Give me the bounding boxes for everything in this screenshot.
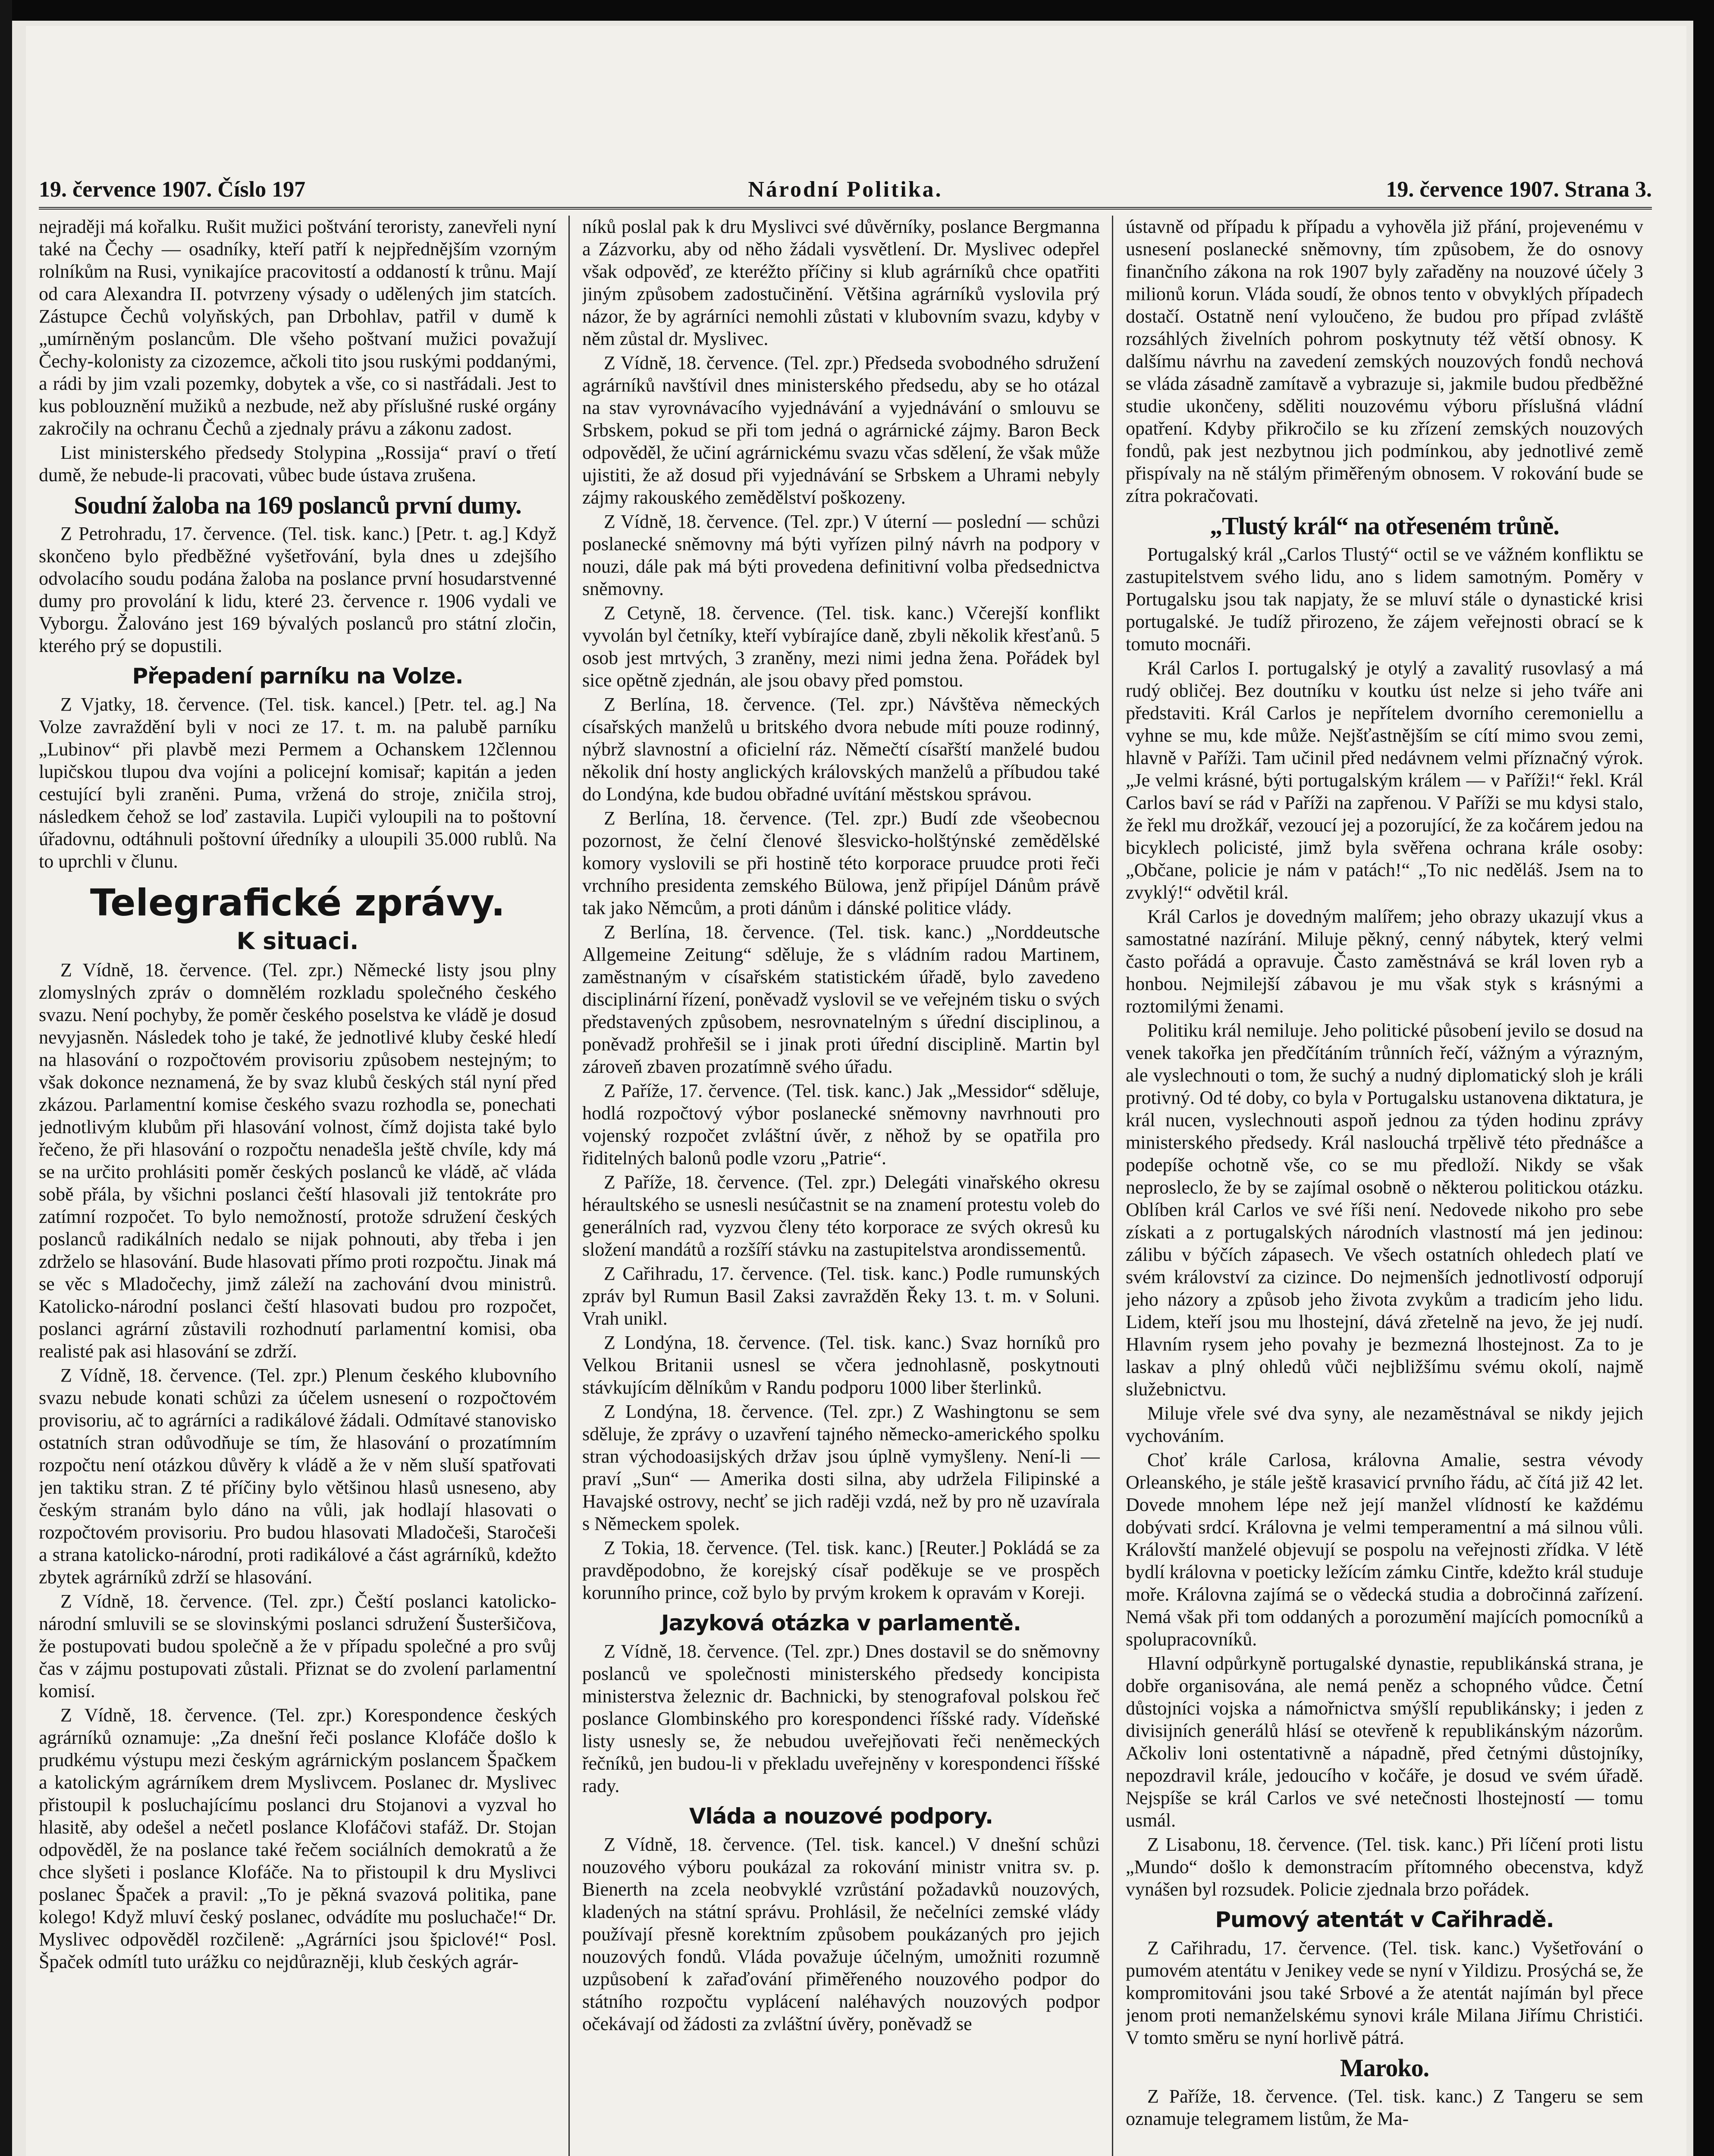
column-1	[39, 216, 556, 2156]
article-paragraph: Z Vídně, 18. července. (Tel. zpr.) Dnes dostavil se do sněmovny poslanců ve společnosti ministerského předsedy koncipista ministerstva železnic dr. Bachnicki, by stenografoval polskou řeč poslance Glombinského pro korespondenci říšské rady. Vídeňské listy usnesly se, že nebudou uveřejňovati řeči neněmeckých řečníků, jen budou-li v překladu uveřejněny v korespondenci říšské rady.	[582, 1641, 1100, 1796]
article-paragraph: Choť krále Carlosa, královna Amalie, sestra vévody Orleanského, je stále ještě krasavicí prvního řádu, ač čítá již 42 let. Dovede mnohem lépe než její manžel vlídností ke každému dobývati srdcí. Královna je velmi temperamentní a má silnou vůli. Královští manželé objevují se pospolu na veřejnosti zřídka. V létě bydlí královna v poeticky ležícím zámku Cintře, kdežto král studuje moře. Královna zajímá se o vědecká studia a dobročinná zařízení. Nemá však při tom oddaných a porozumění majících pomocníků a spolupracovníků.	[1126, 1449, 1643, 1650]
article-paragraph: Z Paříže, 17. července. (Tel. tisk. kanc.) Jak „Messidor“ sděluje, hodlá rozpočtový výbor poslanecké sněmovny navrhnouti pro vojenský rozpočet zvláštní úvěr, z něhož by se opatřila pro řiditelných balonů podle vzoru „Patrie“.	[582, 1080, 1100, 1169]
article-paragraph: Z Vídně, 18. července. (Tel. zpr.) Předseda svobodného sdružení agrárníků navštívil dnes ministerského předsedu, aby se ho otázal na stav vyrovnávacího vyjednávání a vyjednávání o smlouvu se Srbskem, pokud se při tom jedná o agrárnické zájmy. Baron Beck odpověděl, že učiní agrárnickému svazu včas sdělení, že však může ujistiti, že až dosud při vyjednávání se Srbskem a Uhrami nebyly zájmy rakouského zemědělství poškozeny.	[582, 352, 1100, 508]
article-paragraph: Z Lisabonu, 18. července. (Tel. tisk. kanc.) Při líčení proti listu „Mundo“ došlo k demonstracím přítomného obecenstva, když vynášen byl rozsudek. Policie zjednala brzo pořádek.	[1126, 1834, 1643, 1900]
article-paragraph: Z Berlína, 18. července. (Tel. zpr.) Budí zde všeobecnou pozornost, že čelní členové šlesvicko-holštýnské zemědělské komory vyslovili se při hostině této korporace pruudce proti řeči vrchního presidenta zemského Bülowa, jenž připíjel Dánům právě tak jako Němcům, a proti dánům i dánské politice vlády.	[582, 808, 1100, 918]
article-paragraph: List ministerského předsedy Stolypina „Rossija“ praví o třetí dumě, že nebude-li pracovati, vůbec bude ústava zrušena.	[39, 442, 556, 486]
column-3	[1126, 216, 1643, 2156]
headline-maroko: Maroko.	[1340, 2054, 1429, 2082]
scan-left-border	[0, 0, 12, 2156]
article-paragraph: Hlavní odpůrkyně portugalské dynastie, republikánská strana, je dobře organisována, ale nemá peněz a schopného vůdce. Četní důstojníci vojska a námořnictva smýšlí republikánsky; i jeden z divisijních generálů hlásí se otevřeně k republikánským názorům. Ačkoliv loni ostentativně a nápadně, před četnými důstojníky, nepozdravil krále, jedoucího v kočáře, je dosud ve svém úřadě. Nejspíše se král Carlos ve své netečnosti lhostejností — tomu usmál.	[1126, 1653, 1643, 1831]
headline-situaci: K situaci.	[236, 928, 359, 955]
article-paragraph: Z Cařihradu, 17. července. (Tel. tisk. kanc.) Podle rumunských zpráv byl Rumun Basil Zaksi zavražděn Řeky 13. t. m. v Soluni. Vrah unikl.	[582, 1263, 1100, 1329]
article-paragraph: Miluje vřele své dva syny, ale nezaměstnával se nikdy jejich vychováním.	[1126, 1403, 1643, 1446]
article-paragraph: Z Berlína, 18. července. (Tel. tisk. kanc.) „Norddeutsche Allgemeine Zeitung“ sděluje, že s vládním radou Martinem, zaměstnaným v císařském statistickém úřadě, bylo zavedeno disciplinární řízení, poněvadž vyslovil se ve veřejném tisku o svých představených způsobem, nesrovnatelným s úřední disciplinou, a poněvadž prohřešil se i jinak proti úřední disciplině. Martin byl zároveň zbaven prozatímně svého úřadu.	[582, 921, 1100, 1077]
headline-zaloba: Soudní žaloba na 169 poslanců první dumy.	[74, 491, 521, 519]
article-paragraph: Z Tokia, 18. července. (Tel. tisk. kanc.) [Reuter.] Pokládá se za pravděpodobno, že korejský císař poděkuje se ve prospěch korunního prince, což bylo by prvým krokem k opravám v Koreji.	[582, 1537, 1100, 1603]
article-paragraph: Král Carlos je dovedným malířem; jeho obrazy ukazují vkus a samostatné nazírání. Miluje pěkný, cenný nábytek, který velmi často pořádá a opravuje. Často zaměstnává se král loven ryb a honbou. Nejmilejší zábavou je mu však styk s krásnými a roztomilými ženami.	[1126, 906, 1643, 1017]
column-divider	[568, 216, 570, 2156]
column-2	[582, 216, 1100, 2156]
article-paragraph: Z Vídně, 18. července. (Tel. zpr.) Korespondence českých agrárníků oznamuje: „Za dnešní řeči poslance Klofáče došlo k prudkému výstupu mezi českým agrárnickým poslancem Špačkem a katolickým agrárníkem drem Myslivcem. Poslanec dr. Myslivec přistoupil k posluchajícímu poslanci dru Stojanovi a vyzval ho hlasitě, aby odešel a nečetl poslance Klofáčovi stafáž. Dr. Stojan odpověděl, že na poslance také řečem sociálních demokratů a že chce slyšeti i poslance Klofáče. Na to přistoupil k dru Myslivci poslanec Špaček a pravil: „To je pěkná svazová politika, pane kolego! Když mluví český poslanec, odvádíte mu posluchače!“ Dr. Myslivec odpověděl rozčileně: „Agrárníci jsou špiclové!“ Posl. Špaček odmítl tuto urážku co nejdůrazněji, klub českých agrár-	[39, 1705, 556, 1972]
article-paragraph: Z Vídně, 18. července. (Tel. zpr.) Čeští poslanci katolicko-národní smluvili se se slovinskými poslanci sdružení Šusteršičova, že postupovati budou společně a že v případu společné a pro svůj čas v zájmu postupovati zůstali. Přiznat se do zvolení parlamentní komisí.	[39, 1591, 556, 1702]
scan-right-border	[1693, 0, 1714, 2156]
masthead	[39, 177, 1652, 210]
article-paragraph: Z Cetyně, 18. července. (Tel. tisk. kanc.) Včerejší konflikt vyvolán byl četníky, kteří vybírajíce daně, zbyli několik křesťanů. 5 osob jest mrtvých, 3 zraněny, mezi nimi jedna žena. Pořádek byl sice opětně zjednán, ale jsou obavy před pomstou.	[582, 602, 1100, 691]
headline-parnik: Přepadení parníku na Volze.	[132, 664, 463, 689]
article-paragraph: Z Vjatky, 18. července. (Tel. tisk. kancel.) [Petr. tel. ag.] Na Volze zavraždění byli v noci ze 17. t. m. na palubě parníku „Lubinov“ při plavbě mezi Permem a Ochanskem 12člennou lupičskou tlupou dva vojíni a policejní komisař; kapitán a jeden cestující byli zraněni. Puma, vržená do stroje, zničila stroj, následkem čehož se loď zastavila. Lupiči vyloupili na to poštovní úřadovnu, odtáhnuli poštovní úředníky a uloupili 35.000 rublů. Na to uprchli v člunu.	[39, 694, 556, 872]
article-paragraph: Z Paříže, 18. července. (Tel. zpr.) Delegáti vinařského okresu héraultského se usnesli nesúčastnit se na znamení protestu voleb do generálních rad, vyzvou členy této korporace ze svých okresů ku složení mandátů a rozšíří stávku na zastupitelstva arondissementů.	[582, 1172, 1100, 1260]
article-paragraph: Z Londýna, 18. července. (Tel. tisk. kanc.) Svaz horníků pro Velkou Britanii usnesl se včera jednohlasně, poskytnouti stávkujícím dělníkům v Randu podporu 1000 liber šterlinků.	[582, 1332, 1100, 1398]
column-divider	[1112, 216, 1113, 2156]
article-paragraph: Z Berlína, 18. července. (Tel. zpr.) Návštěva německých císařských manželů u britského dvora nebude míti pouze rodinný, nýbrž slavnostní a oficielní ráz. Němečtí císařští manželé budou několik dní hosty anglických královských manželů a příbudou také do Londýna, kde budou obřadné uvítání městskou správou.	[582, 694, 1100, 805]
article-paragraph: Z Vídně, 18. července. (Tel. zpr.) Německé listy jsou plny zlomyslných zpráv o domnělém rozkladu společného českého svazu. Není pochyby, že poměr českého poselstva ke vládě je dosud nevyjasněn. Následek toho je také, že jednotlivé kluby české hledí na hlasování o rozpočtovém provisoriu způsobem nestejným; to však dokonce neznamená, že by svaz klubů českých stál nyní před zkázou. Parlamentní komise českého svazu rozhodla se, ponechati jednotlivým klubům při hlasování volnost, čímž dojista také bylo řečeno, že při hlasování o rozpočtu nenadešla ještě chvíle, kdy má se na určito prohlásiti poměr českých poslanců ke vládě, ač vláda sobě přála, by všichni poslanci čeští hlasovali již tentokráte pro zatímní rozpočet. To bylo nemožností, protože sdružení českých poslanců radikálních nedalo se nijak pohnouti, aby třeba i jen zdrželo se hlasování. Bude hlasovati přímo proti rozpočtu. Jinak má se věc s Mladočechy, jimž záleží na zachování dvou ministrů. Katolicko-národní poslanci čeští hlasovati budou pro rozpočet, poslanci agrární zůstavili rozhodnutí parlamentní komisi, oba realisté pak asi hlasování se zdrží.	[39, 959, 556, 1362]
article-paragraph: Politiku král nemiluje. Jeho politické působení jevilo se dosud na venek takořka jen předčítáním trůnních řečí, vážným a výrazným, ale vyslechnouti o tom, že suchý a nudný diplomatický sloh je králi protivný. Od té doby, co byla v Portugalsku ustanovena diktatura, je král nucen, vyslechnouti aspoň jednou za týden hodinu zprávy ministerského předsedy. Král naslouchá trpělivě této přednášce a podepíše ochotně vše, co se mu předloží. Nikdy se však neprosleclo, že by se zajímal osobně o některou politickou otázku. Oblíben král Carlos ve své říši není. Nedovede nikoho pro sebe získati a z portugalských národních vlastností má jen jedinou: zálibu v býčích zápasech. Ve všech ostatních ohledech platí ve svém království za cizince. Do nejmenších jednotlivostí odporují jeho názory a způsob jeho života zvykům a tradicím jeho lidu. Lidem, kteří jsou mu lhostejní, dává zřetelně na jevo, že jej nudí. Hlavním rysem jeho povahy je bezmezná lhostejnost. Za to je laskav a plný ohledů vůči nejbližšímu svému okolí, najmě služebnictvu.	[1126, 1020, 1643, 1400]
article-paragraph: Z Cařihradu, 17. července. (Tel. tisk. kanc.) Vyšetřování o pumovém atentátu v Jenikey vede se nyní v Yildizu. Prosýchá se, že kompromitováni jsou také Srbové a že atentát najímán byl přece jenom proti nemanželskému synovi krále Milana Jiřímu Christići. V tomto směru se nyní horlivě pátrá.	[1126, 1937, 1643, 2048]
article-paragraph: Z Londýna, 18. července. (Tel. zpr.) Z Washingtonu se sem sděluje, že zprávy o uzavření tajného německo-amerického spolku stran východoasijských držav jsou úplně vymyšleny. Není-li — praví „Sun“ — Amerika dosti silna, aby udržela Filipinské a Havajské ostrovy, nechť se jich raději vzdá, než by pro ně uzavírala s Německem spolek.	[582, 1401, 1100, 1534]
article-paragraph: ústavně od případu k případu a vyhověla již přání, projevenému v usnesení poslanecké sněmovny, tím způsobem, že do osnovy finančního zákona na rok 1907 byly zařaděny na nouzové účely 3 milionů korun. Vláda soudí, že obnos tento v obvyklých případech dostačí. Ostatně není vyloučeno, že budou pro případ zvláště rozsáhlých živelních pohrom poskytnuty též větší obnosy. K dalšímu návrhu na zavedení zemských nouzových fondů nechová se vláda zásadně zamítavě a vybrazuje si, jakmile budou předběžné studie ukončeny, sděliti nouzovému výboru příslušná vládní opatření. Kdyby přikročilo se ku zřízení zemských nouzových fondů, pak jest nezbytnou jich podmínkou, aby jednotlivé země přispívaly na ně stálým přiměřeným obnosem. V rokování bude se zítra pokračovati.	[1126, 216, 1643, 506]
article-paragraph: Z Paříže, 18. července. (Tel. tisk. kanc.) Z Tangeru se sem oznamuje telegramem listům, že Ma-	[1126, 2086, 1643, 2129]
headline-tlusty-kral: „Tlustý král“ na otřeseném trůně.	[1210, 512, 1559, 540]
article-paragraph: Z Vídně, 18. července. (Tel. zpr.) Plenum českého klubovního svazu nebude konati schůzi za účelem usnesení o rozpočtovém provisoriu, ač to agrárníci a radikálové žádali. Odmítavé stanovisko ostatních stran odůvodňuje se tím, že hlasování o prozatímním rozpočtu není otázkou důvěry k vládě a že v něm sluší spatřovati jen taktiku stran. Z té příčiny bylo většinou hlasů usneseno, aby českým stranám bylo dáno na vůli, jak hodlají hlasovati o rozpočtovém provisoriu. Pro budou hlasovati Mladočeši, Staročeši a strana katolicko-národní, proti radikálové a část agrárníků, kdežto zbytek agrárníků zdrží se hlasování.	[39, 1365, 556, 1588]
headline-vlada: Vláda a nouzové podpory.	[689, 1804, 993, 1829]
article-paragraph: Král Carlos I. portugalský je otylý a zavalitý rusovlasý a má rudý obličej. Bez doutníku v koutku úst nelze si jeho tváře ani představiti. Král Carlos je nepřítelem dvorního ceremoniellu a vyhne se mu, kde může. Nejšťastnějším se cítí mimo svou zemi, hlavně v Paříži. Tam učinil před nedávnem velmi příznačný výrok. „Je velmi krásné, býti portugalským králem — v Paříži!“ řekl. Král Carlos baví se rád v Paříži na zapřenou. V Paříži se mu kdysi stalo, že řekl mu drožkář, vezoucí jej a pozorující, že za kočárem jedou na bicyklech policisté, jimž byla svěřena ochrana krále osoby: „Občane, policie je nám v patách!“ „To nic neděláš. Jsem na to zvyklý!“ odvětil král.	[1126, 658, 1643, 903]
headline-jazyk: Jazyková otázka v parlamentě.	[661, 1611, 1021, 1636]
article-paragraph: nejraději má kořalku. Rušit mužici poštvání teroristy, zanevřeli nyní také na Čechy — osadníky, kteří patří k nejpřednějším vzorným rolníkům na Rusi, vynikajíce pracovitostí a oddaností k trůnu. Mají od cara Alexandra II. potvrzeny výsady o udělených jim statcích. Zástupce Čechů volyňských, pan Drbohlav, patřil v dumě k „umírněným poslancům. Dle všeho poštvaní mužici považují Čechy-kolonisty za cizozemce, ačkoli tito jsou ruskými poddanými, a rádi by jim vzali pozemky, dobytek a vše, co si nastřádali. Jest to kus poblouznění mužiků a nezbude, než aby příslušné ruské orgány zakročily na ochranu Čechů a zjednaly právu a zákonu zadost.	[39, 216, 556, 439]
masthead-date-right: 19. července 1907. Strana 3.	[1386, 177, 1652, 202]
scan-top-border	[0, 0, 1714, 21]
masthead-title: Národní Politika.	[748, 177, 943, 202]
section-title-telegraf: Telegrafické zprávy.	[90, 881, 505, 924]
article-paragraph: Portugalský král „Carlos Tlustý“ octil se ve vážném konfliktu se zastupitelstvem svého lidu, ano s lidem samotným. Poměry v Portugalsku jsou tak napjaty, že se mluví stále o dynastické krisi portugalské. Je tudíž přirozeno, že zájem veřejnosti obrací se k tomuto mocnáři.	[1126, 544, 1643, 655]
article-paragraph: níků poslal pak k dru Myslivci své důvěrníky, poslance Bergmanna a Zázvorku, aby od něho žádali vysvětlení. Dr. Myslivec odepřel však odpověď, ze kteréžto příčiny si klub agrárníků chce opatřiti jiným způsobem zadostučinění. Většina agrárníků vyslovila prý názor, že by agrárníci nemohli zůstati v klubovním svazu, kdyby v něm zůstal dr. Myslivec.	[582, 216, 1100, 349]
headline-pumovy: Pumový atentát v Cařihradě.	[1215, 1907, 1554, 1932]
article-paragraph: Z Vídně, 18. července. (Tel. zpr.) V úterní — poslední — schůzi poslanecké sněmovny má býti vyřízen pilný návrh na podpory v nouzi, dále pak má býti provedena definitivní volba předsednictva sněmovny.	[582, 511, 1100, 599]
article-paragraph: Z Vídně, 18. července. (Tel. tisk. kancel.) V dnešní schůzi nouzového výboru poukázal za rokování ministr vnitra sv. p. Bienerth na zcela neobvyklé vzrůstání požadavků nouzových, kladených na státní správu. Prohlásil, že nečelníci zemské vlády používají přesně korektním způsobem poukázaných pro jejich nouzových fondů. Vláda považuje účelným, umožniti rozumně uzpůsobení k zařaďování přiměřeného nouzového podpor do státního rozpočtu vyplácení naléhavých nouzových podpor očekávají od žádosti za zvláštní úvěry, poněvadž se	[582, 1834, 1100, 2034]
masthead-date-left: 19. července 1907. Číslo 197	[39, 177, 306, 202]
article-paragraph: Z Petrohradu, 17. července. (Tel. tisk. kanc.) [Petr. t. ag.] Když skončeno bylo předběžné vyšetřování, byla dnes u zdejšího odvolacího soudu podána žaloba na poslance první hosudarstvenné dumy pro provolání k lidu, které 23. července r. 1906 vydali ve Vyborgu. Žalováno jest 169 bývalých poslanců pro státní zločin, kterého prý se dopustili.	[39, 523, 556, 656]
